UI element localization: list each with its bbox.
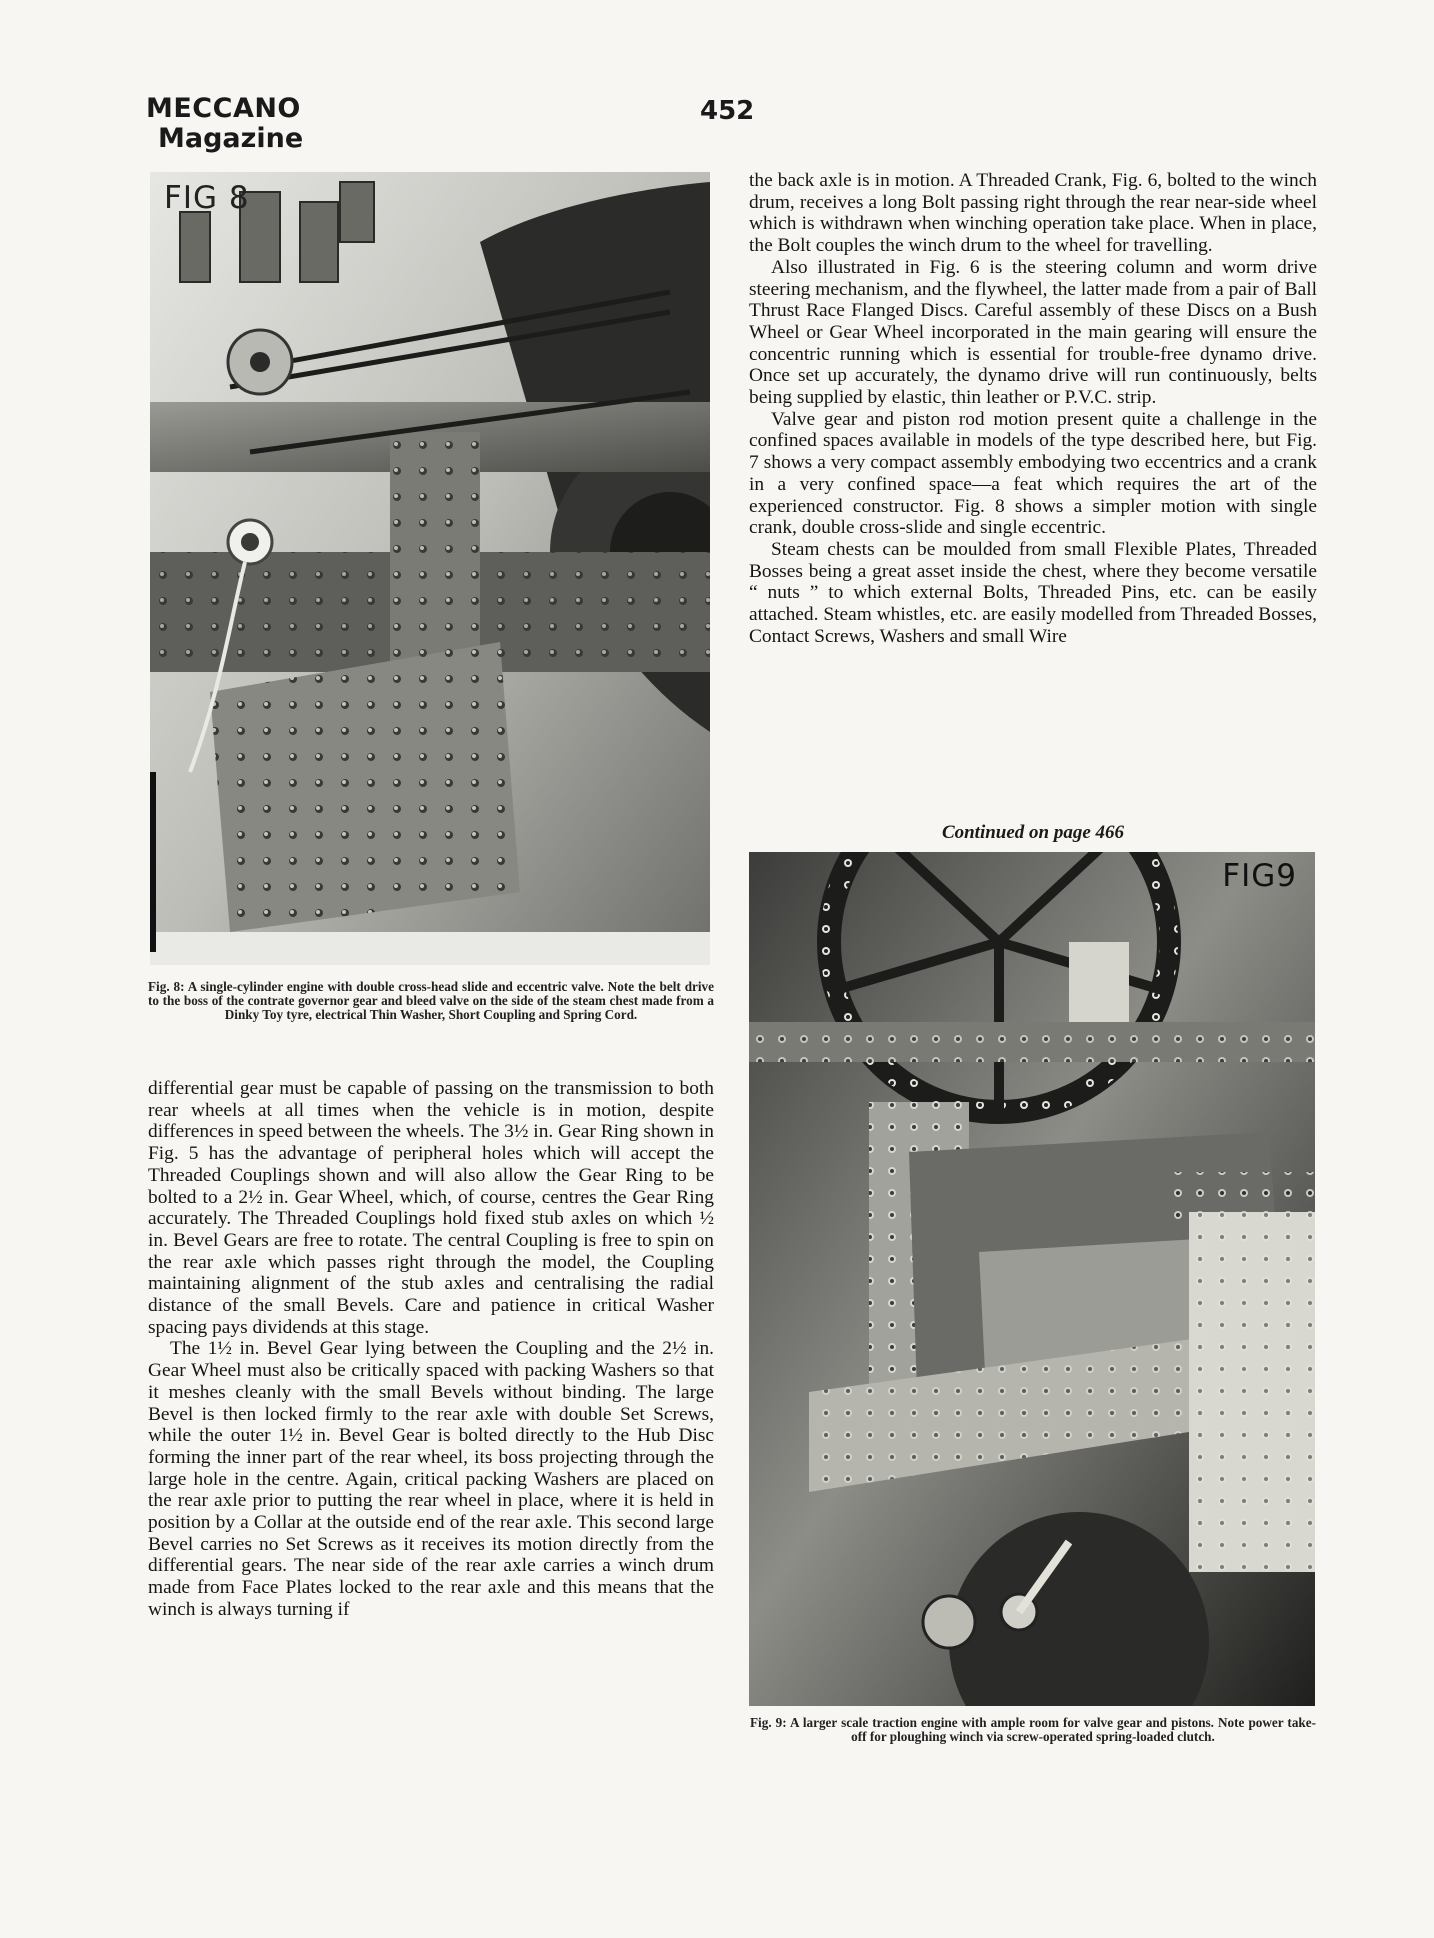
page-number: 452 [700,96,755,126]
left-column [148,1078,714,1621]
figure-8-label: FIG 8 [164,180,250,216]
figure-9-label: FIG9 [1222,858,1297,894]
traction-engine-photo-illustration [749,852,1315,1706]
masthead-title: MECCANO [146,93,301,124]
figure-9-photo [749,852,1315,1706]
engine-photo-illustration [150,172,710,965]
continued-note: Continued on page 466 [941,822,1125,843]
right-paragraph-3: Valve gear and piston rod motion present quite a challenge in the confined spaces available in models of the type described here, but Fig. 7 shows a very compact assembly embodying two eccentrics and a crank in a very confined space—a feat which requires the art of the experienced constructor. Fig. 8 shows a simpler motion with single crank, double cross-slide and single eccentric. [749,408,1317,539]
figure-8-caption: Fig. 8: A single-cylinder engine with double cross-head slide and eccentric valve. Note the belt drive to the boss of the contrate governor gear and bleed valve on the side of the steam chest made from a Dinky Toy tyre, electrical Thin Washer, Short Coupling and Spring Cord. [148,979,714,1022]
figure-8-photo [150,172,710,965]
masthead [146,94,346,154]
figure-9-caption: Fig. 9: A larger scale traction engine with ample room for valve gear and pistons. Note power take-off for ploughing winch via screw-operated spring-loaded clutch. [750,1715,1316,1744]
left-paragraph-2: The 1½ in. Bevel Gear lying between the Coupling and the 2½ in. Gear Wheel must also be critically spaced with packing Washers so that it meshes cleanly with the small Bevels without binding. The large Bevel is then locked firmly to the rear axle with double Set Screws, while the outer 1½ in. Bevel Gear is bolted directly to the Hub Disc forming the inner part of the rear wheel, its boss projecting through the large hole in the centre. Again, critical packing Washers are placed on the rear axle prior to putting the rear wheel in place, where it is held in position by a Collar at the outside end of the rear axle. This second large Bevel carries no Set Screws as it receives its motion directly from the differential gears. The near side of the rear axle carries a winch drum made from Face Plates locked to the rear axle and this means that the winch is always turning if [148,1338,714,1620]
right-paragraph-2: Also illustrated in Fig. 6 is the steering column and worm drive steering mechanism, and the flywheel, the latter made from a pair of Ball Thrust Race Flanged Discs. Careful assembly of these Discs on a Bush Wheel or Gear Wheel incorporated in the main gearing will ensure the concentric running which is essential for trouble-free dynamo drive. Once set up accurately, the dynamo drive will run continuously, belts being supplied by elastic, thin leather or P.V.C. strip. [749,256,1317,409]
right-paragraph-4: Steam chests can be moulded from small Flexible Plates, Threaded Bosses being a great asset inside the chest, where they become versatile “ nuts ” to which external Bolts, Threaded Pins, etc. can be easily attached. Steam whistles, etc. are easily modelled from Threaded Bosses, Contact Screws, Washers and small Wire [749,538,1317,647]
right-column [749,170,1317,647]
masthead-subtitle: Magazine [158,123,304,154]
left-paragraph-1: differential gear must be capable of passing on the transmission to both rear wheels at all times when the vehicle is in motion, despite differences in speed between the wheels. The 3½ in. Gear Ring shown in Fig. 5 has the advantage of peripheral holes which will accept the Threaded Couplings shown and will also allow the Gear Ring to be bolted to a 2½ in. Gear Wheel, which, of course, centres the Gear Ring accurately. The Threaded Couplings hold fixed stub axles on which ½ in. Bevel Gears are free to rotate. The central Coupling is free to spin on the rear axle which passes right through the model, the Coupling maintaining alignment of the stub axles and centralising the radial distance of the small Bevels. Care and patience in critical Washer spacing pays dividends at this stage. [148,1078,714,1338]
right-paragraph-1: the back axle is in motion. A Threaded Crank, Fig. 6, bolted to the winch drum, receives a long Bolt passing right through the rear near-side wheel which is withdrawn when winching operation take place. When in place, the Bolt couples the winch drum to the wheel for travelling. [749,170,1317,257]
